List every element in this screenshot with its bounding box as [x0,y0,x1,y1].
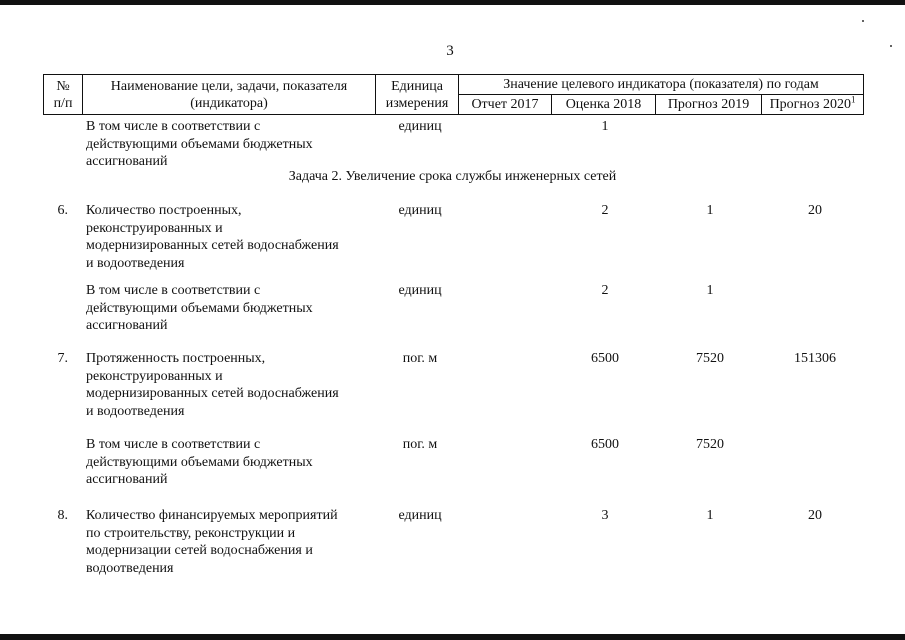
row-value-2018: 2 [601,203,609,218]
page-number: 3 [446,43,454,59]
row-value-2020: 151306 [794,351,836,366]
indicator-name-line: действующими объемами бюджетных [86,136,313,152]
header-col-name: Наименование цели, задачи, показателя (индикатора) [83,75,376,115]
row-unit: единиц [398,283,442,298]
indicator-name-line: водоотведения [86,560,174,576]
indicator-name-line: Количество построенных, [86,203,242,218]
row-value-2019: 1 [706,203,714,218]
row-unit: пог. м [402,437,438,452]
scan-speck [890,45,892,47]
row-number: 8. [57,508,68,523]
row-value-2018: 6500 [591,351,619,366]
indicator-name-line: действующими объемами бюджетных [86,454,313,470]
row-value-2020: 20 [808,203,822,218]
indicator-name-line: реконструированных и [86,220,223,236]
indicator-name-line: модернизированных сетей водоснабжения [86,238,339,253]
row-unit: единиц [398,508,442,523]
row-value-2018: 2 [601,283,609,298]
indicator-name-line: В том числе в соответствии с [86,119,261,134]
indicator-name-line: В том числе в соответствии с [86,283,261,298]
row-value-2018: 3 [601,508,609,523]
row-indicator-name [86,118,376,171]
task-heading: Задача 2. Увеличение срока службы инженерных сетей [288,169,617,184]
indicator-name-line: модернизированных сетей водоснабжения [86,386,339,401]
row-value-2019: 7520 [696,351,724,366]
scan-speck [862,20,864,22]
indicator-name-line: Количество финансируемых мероприятий [86,508,338,523]
row-number: 6. [57,203,68,218]
indicator-name-line: ассигнований [86,472,168,487]
row-unit: единиц [398,203,442,218]
header-year-2019: Прогноз 2019 [656,95,762,115]
header-year-2017: Отчет 2017 [459,95,552,115]
indicator-name-line: и водоотведения [86,255,185,271]
row-indicator-name [86,282,376,335]
row-number: 7. [57,351,68,366]
indicator-name-line: В том числе в соответствии с [86,437,261,452]
row-value-2020: 20 [808,508,822,523]
indicator-name-line: и водоотведения [86,403,185,419]
indicator-table-header [43,74,864,115]
indicator-name-line: ассигнований [86,318,168,333]
row-indicator-name [86,507,376,577]
indicator-name-line: по строительству, реконструкции и [86,525,296,541]
row-indicator-name [86,350,376,420]
row-unit: пог. м [402,351,438,366]
row-value-2019: 1 [706,508,714,523]
row-indicator-name [86,202,376,272]
row-value-2018: 6500 [591,437,619,452]
indicator-name-line: Протяженность построенных, [86,351,266,366]
top-scan-border [0,0,905,5]
header-col-unit: Единица измерения [376,75,459,115]
indicator-name-line: модернизации сетей водоснабжения и [86,543,313,558]
row-unit: единиц [398,119,442,134]
row-value-2019: 7520 [696,437,724,452]
indicator-name-line: ассигнований [86,154,168,169]
row-value-2018: 1 [601,119,609,134]
row-value-2019: 1 [706,283,714,298]
row-indicator-name [86,436,376,489]
footnote-mark: 1 [850,94,856,105]
header-year-2018: Оценка 2018 [552,95,656,115]
header-year-2020: Прогноз 2020$^1$ [762,95,864,115]
bottom-scan-border [0,634,905,640]
indicator-name-line: действующими объемами бюджетных [86,300,313,316]
indicator-name-line: реконструированных и [86,368,223,384]
header-col-number: № п/п [44,75,83,115]
header-values-group: Значение целевого индикатора (показателя) по годам [459,75,864,95]
